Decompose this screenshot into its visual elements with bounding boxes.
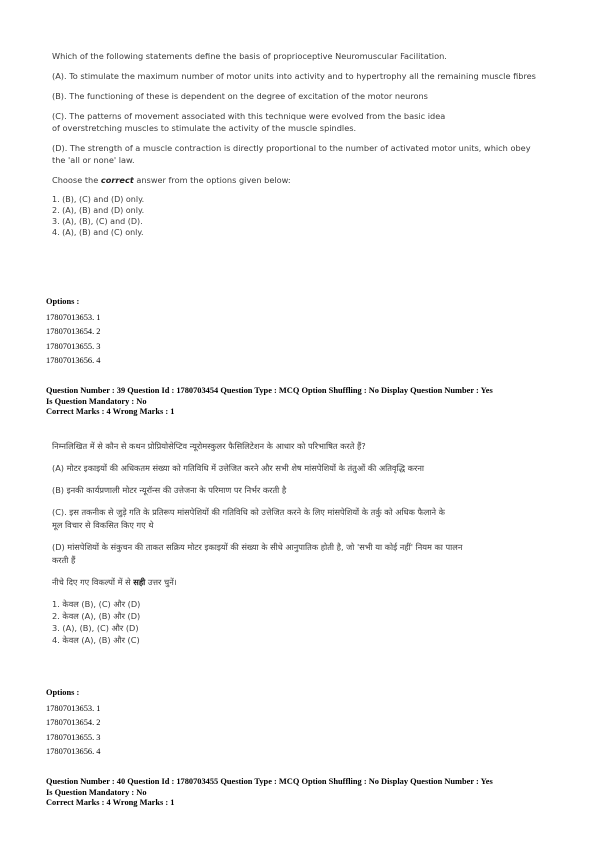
question-stem: Which of the following statements define the basis of proprioceptive Neuromuscular Facilitation. (52, 51, 447, 61)
statement-d-line1: (D). The strength of a muscle contraction is directly proportional to the number of activated motor units, which obey (52, 143, 531, 153)
answer-option: 1. (B), (C) and (D) only. (52, 195, 145, 204)
answer-options (52, 194, 555, 238)
option-id: 17807013654. 2 (46, 327, 101, 336)
option-id: 17807013653. 1 (46, 703, 101, 713)
statement-d-line2: करती हैं (52, 555, 76, 565)
question-39-options-list (46, 688, 100, 760)
question-meta-line1: Question Number : 39 Question Id : 1780703454 Question Type : MCQ Option Shuffling : No Display Question Number : Yes (46, 386, 493, 395)
option-id: 17807013655. 3 (46, 732, 101, 742)
answer-options (52, 598, 555, 646)
question-meta-line2: Is Question Mandatory : No (46, 787, 147, 797)
choose-emphasis: correct (100, 175, 134, 185)
question-38-options-list (46, 297, 100, 369)
option-id: 17807013653. 1 (46, 312, 101, 322)
choose-instruction (52, 174, 555, 186)
statement-a: (A). To stimulate the maximum number of motor units into activity and to hypertrophy all the remaining muscle fibres (52, 71, 536, 81)
statement-c (52, 110, 555, 134)
choose-suffix: answer from the options given below: (133, 175, 291, 185)
choose-prefix: Choose the (52, 175, 101, 185)
question-meta-line3: Correct Marks : 4 Wrong Marks : 1 (46, 407, 175, 416)
question-meta-line2: Is Question Mandatory : No (46, 396, 147, 406)
choose-suffix: उत्तर चुनें। (145, 577, 177, 587)
option-id: 17807013656. 4 (46, 356, 101, 365)
statement-c-line1: (C). The patterns of movement associated with this technique were evolved from the basic idea (52, 111, 446, 121)
question-39-body (52, 440, 555, 646)
question-meta-line3: Correct Marks : 4 Wrong Marks : 1 (46, 798, 175, 807)
answer-option: 1. केवल (B), (C) और (D) (52, 599, 141, 609)
choose-instruction (52, 576, 555, 589)
statement-d-line1: (D) मांसपेशियों के संकुचन की ताकत सक्रिय मोटर इकाइयों की संख्या के सीधे आनुपातिक होती है, जो 'सभी या कोई नहीं' नियम का पालन (52, 542, 463, 552)
answer-option: 4. केवल (A), (B) और (C) (52, 635, 140, 645)
answer-option: 3. (A), (B), (C) और (D) (52, 623, 139, 633)
options-label: Options : (46, 688, 80, 697)
answer-option: 2. (A), (B) and (D) only. (52, 206, 145, 215)
statement-c-line2: मूल विचार से विकसित किए गए थे (52, 520, 154, 530)
statement-c (52, 506, 555, 532)
question-stem: निम्नलिखित में से कौन से कथन प्रोप्रियोसेप्टिव न्यूरोमस्कुलर फैसिलिटेशन के आधार को परिभाषित करते हैं? (52, 441, 366, 451)
answer-option: 3. (A), (B), (C) and (D). (52, 217, 143, 226)
statement-c-line1: (C). इस तकनीक से जुड़े गति के प्रतिरूप मांसपेशियों की गतिविधि को उत्तेजित करने के लिए मांसपेशियों के तर्कु को अधिक फैलाने के (52, 507, 445, 517)
answer-option: 4. (A), (B) and (C) only. (52, 228, 144, 237)
statement-d-line2: the 'all or none' law. (52, 155, 135, 165)
statement-d (52, 142, 555, 166)
options-label: Options : (46, 297, 80, 306)
statement-b: (B). The functioning of these is dependent on the degree of excitation of the motor neurons (52, 91, 428, 101)
statement-c-line2: of overstretching muscles to stimulate the activity of the muscle spindles. (52, 123, 357, 133)
option-id: 17807013656. 4 (46, 747, 101, 756)
option-id: 17807013655. 3 (46, 341, 101, 351)
answer-option: 2. केवल (A), (B) और (D) (52, 611, 141, 621)
question-39-header (46, 386, 559, 418)
option-id: 17807013654. 2 (46, 718, 101, 727)
statement-b: (B) इनकी कार्यप्रणाली मोटर न्यूरॉन्स की उत्तेजना के परिमाण पर निर्भर करती है (52, 485, 287, 495)
choose-emphasis: सही (133, 577, 146, 587)
question-40-header (46, 777, 559, 809)
statement-d (52, 541, 555, 567)
question-38-body (52, 50, 555, 238)
question-meta-line1: Question Number : 40 Question Id : 1780703455 Question Type : MCQ Option Shuffling : No Display Question Number : Yes (46, 777, 493, 786)
statement-a: (A) मोटर इकाइयों की अधिकतम संख्या को गतिविधि में उत्तेजित करने और सभी शेष मांसपेशियों के तंतुओं की अतिवृद्धि करना (52, 463, 424, 473)
choose-prefix: नीचे दिए गए विकल्पों में से (52, 577, 134, 587)
